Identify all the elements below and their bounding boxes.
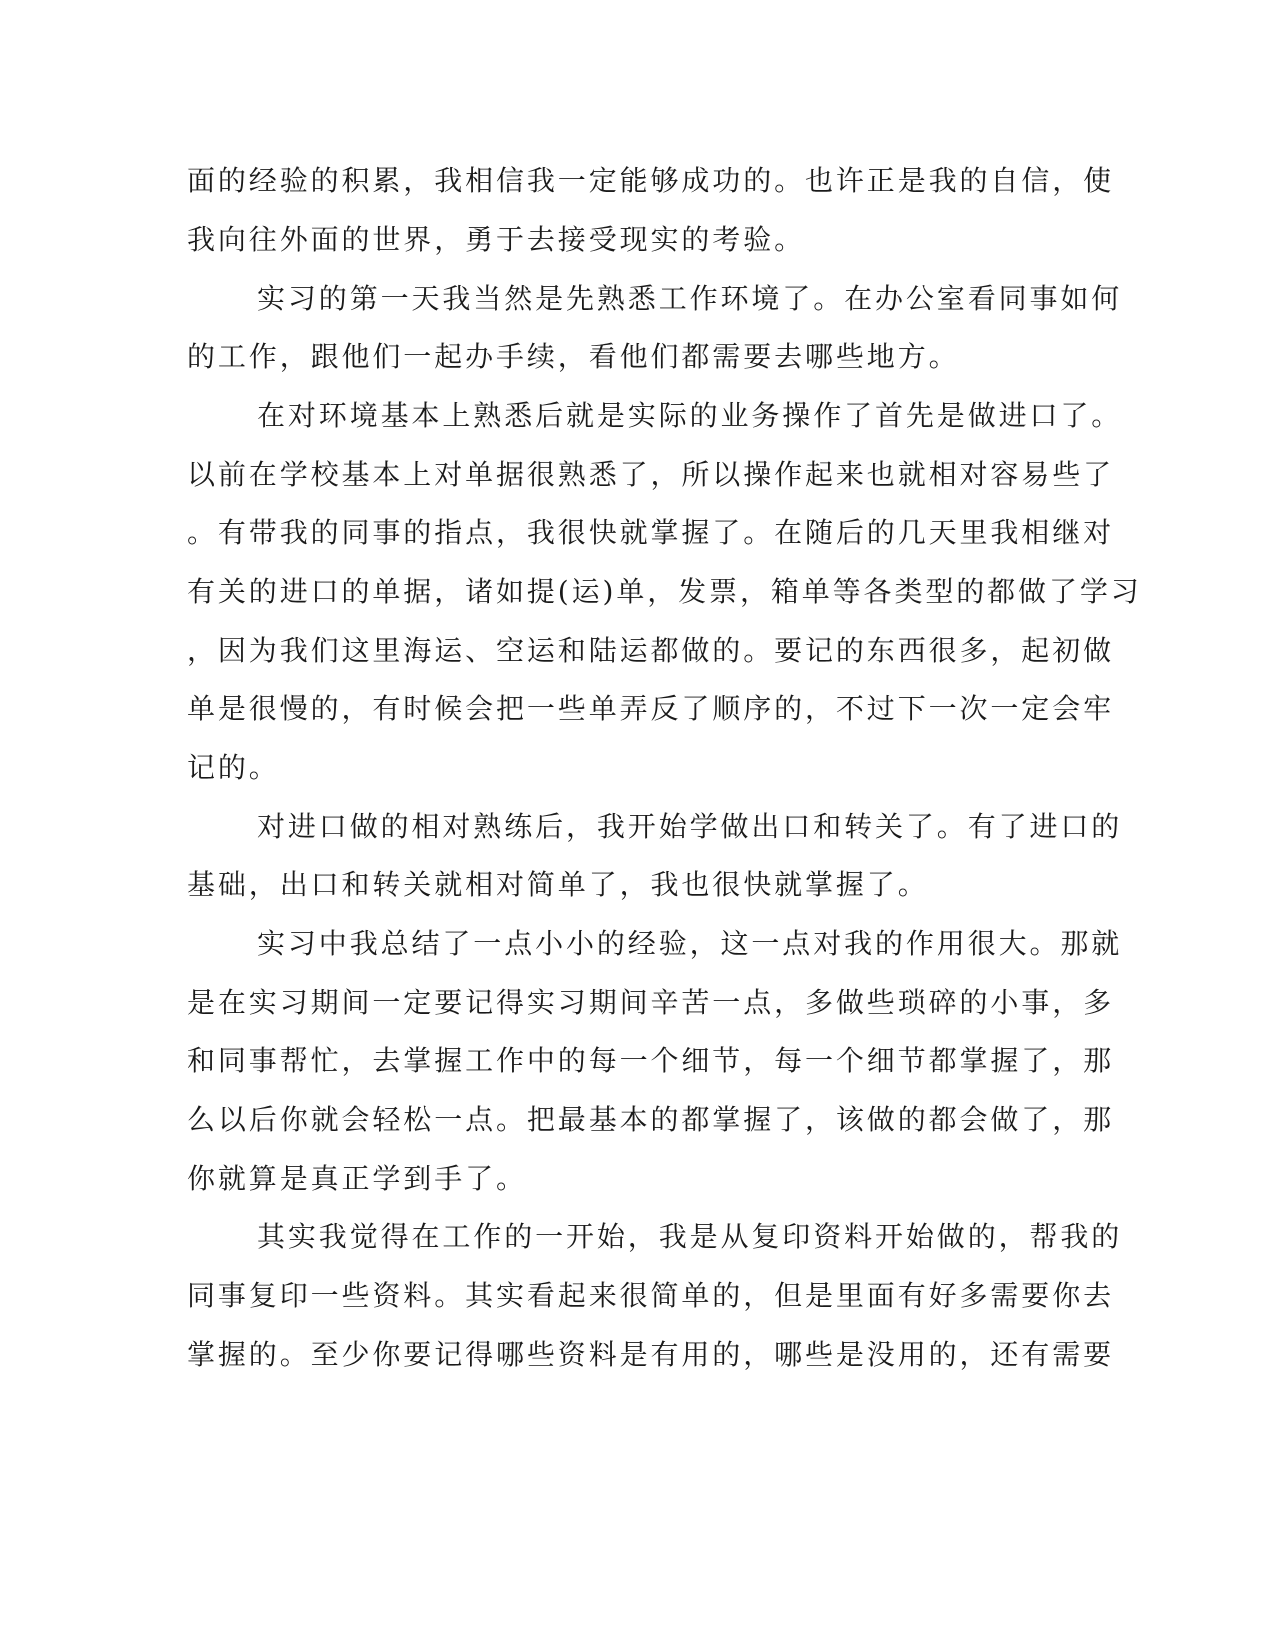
text-line: 其实我觉得在工作的一开始，我是从复印资料开始做的，帮我的 <box>257 1220 1123 1253</box>
text-line: 面的经验的积累，我相信我一定能够成功的。也许正是我的自信，使 <box>187 164 1115 197</box>
text-line: 掌握的。至少你要记得哪些资料是有用的，哪些是没用的，还有需要 <box>187 1338 1115 1371</box>
text-line: 。有带我的同事的指点，我很快就掌握了。在随后的几天里我相继对 <box>187 516 1115 549</box>
text-line: 同事复印一些资料。其实看起来很简单的，但是里面有好多需要你去 <box>187 1279 1115 1312</box>
text-line: 对进口做的相对熟练后，我开始学做出口和转关了。有了进口的 <box>257 810 1123 843</box>
text-line: 实习的第一天我当然是先熟悉工作环境了。在办公室看同事如何 <box>257 282 1123 315</box>
text-line: 和同事帮忙，去掌握工作中的每一个细节，每一个细节都掌握了，那 <box>187 1044 1115 1077</box>
text-line: ，因为我们这里海运、空运和陆运都做的。要记的东西很多，起初做 <box>187 634 1115 667</box>
text-line: 是在实习期间一定要记得实习期间辛苦一点，多做些琐碎的小事，多 <box>187 986 1115 1019</box>
text-line: 单是很慢的，有时候会把一些单弄反了顺序的，不过下一次一定会牢 <box>187 692 1115 725</box>
text-line: 记的。 <box>187 751 280 784</box>
text-line: 有关的进口的单据，诸如提(运)单，发票，箱单等各类型的都做了学习 <box>187 575 1142 608</box>
text-line: 我向往外面的世界，勇于去接受现实的考验。 <box>187 223 806 256</box>
text-line: 的工作，跟他们一起办手续，看他们都需要去哪些地方。 <box>187 340 960 373</box>
text-line: 实习中我总结了一点小小的经验，这一点对我的作用很大。那就 <box>257 927 1123 960</box>
text-line: 以前在学校基本上对单据很熟悉了，所以操作起来也就相对容易些了 <box>187 458 1115 491</box>
text-line: 在对环境基本上熟悉后就是实际的业务操作了首先是做进口了。 <box>257 399 1123 432</box>
text-line: 基础，出口和转关就相对简单了，我也很快就掌握了。 <box>187 868 929 901</box>
text-line: 你就算是真正学到手了。 <box>187 1162 527 1195</box>
text-line: 么以后你就会轻松一点。把最基本的都掌握了，该做的都会做了，那 <box>187 1103 1115 1136</box>
